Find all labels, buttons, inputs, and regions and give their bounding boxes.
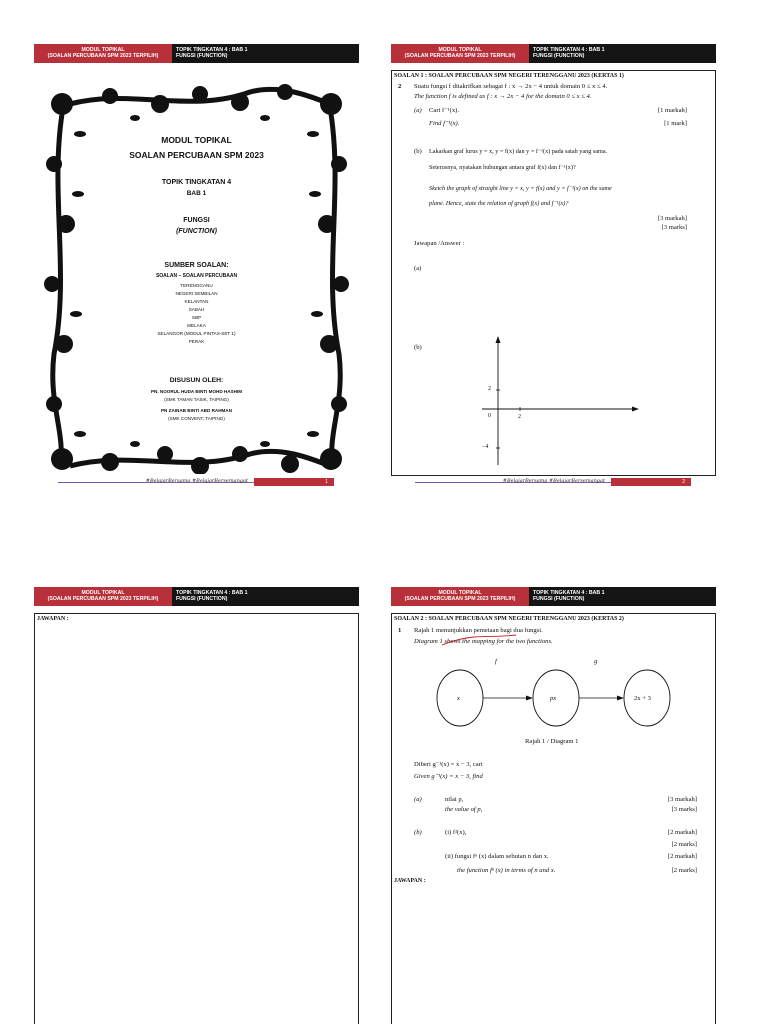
- header-left-line1: MODUL TOPIKAL: [438, 47, 482, 53]
- header-left-line2: (SOALAN PERCUBAAN SPM 2023 TERPILIH): [47, 596, 159, 602]
- part-b-english-1: Sketch the graph of straight line y = x, y = f(x) and y = f⁻¹(x) on the same: [429, 185, 612, 192]
- part-b-ii-mark-malay: [2 markah]: [667, 853, 697, 860]
- question-frame: [391, 70, 716, 476]
- cover-source-1: NEGERI SEMBILAN: [175, 291, 218, 296]
- arrow-label-f: f: [495, 658, 497, 665]
- stem-english: The function f is defined as f : x → 2x − 4 for the domain 0 ≤ x ≤ 4.: [414, 93, 592, 100]
- footer-signature: #BelajarBersama #BelajarBersemangat: [502, 478, 605, 484]
- header-right-line1: TOPIK TINGKATAN 4 : BAB 1: [533, 590, 605, 596]
- header-right: [172, 44, 359, 63]
- axis-y-tick-minus4: −4: [482, 444, 489, 450]
- part-b-english-2: plane. Hence, state the relation of graph f(x) and f⁻¹(x)?: [429, 200, 569, 207]
- axis-x-tick-2: 2: [518, 414, 521, 420]
- header-left-line2: (SOALAN PERCUBAAN SPM 2023 TERPILIH): [47, 53, 159, 59]
- header-left-line1: MODUL TOPIKAL: [438, 590, 482, 596]
- answer-label: Jawapan /Answer :: [414, 240, 465, 247]
- part-b-i-mark-malay: [2 markah]: [667, 829, 697, 836]
- header-left: [34, 587, 172, 606]
- header-left-line1: MODUL TOPIKAL: [81, 47, 125, 53]
- cover-author-2-school: (SMK CONVENT, TAIPING): [168, 416, 225, 421]
- page-4: [391, 587, 716, 1024]
- part-a-english: the value of p,: [445, 806, 483, 813]
- stem-malay: Suatu fungsi f ditakrifkan sebagai f : x → 2x − 4 untuk domain 0 ≤ x ≤ 4.: [414, 83, 608, 90]
- header-left-line1: MODUL TOPIKAL: [81, 590, 125, 596]
- cover-source-7: PERAK: [188, 339, 205, 344]
- header-right: [172, 587, 359, 606]
- node-codomain-g: 2x + 3: [634, 695, 651, 702]
- page-header: [391, 587, 716, 606]
- header-left: [391, 44, 529, 63]
- cover-subject-line2: (FUNCTION): [176, 228, 217, 235]
- blank-axes-diagram: [462, 333, 642, 473]
- given-malay: Diberi g⁻¹(x) = x − 3, cari: [414, 761, 483, 768]
- part-a-malay: Cari f⁻¹(x).: [429, 107, 459, 114]
- cover-source-4: SBP: [191, 315, 202, 320]
- cover-source-subheading: SOALAN – SOALAN PERCUBAAN: [155, 273, 238, 279]
- part-a-mark-english: [3 marks]: [671, 806, 697, 813]
- mapping-diagram: [402, 654, 702, 730]
- section-title: SOALAN 1 : SOALAN PERCUBAAN SPM NEGERI TERENGGANU 2023 (KERTAS 1): [394, 73, 624, 79]
- answer-b-label: (b): [414, 344, 422, 351]
- footer-signature: #BelajarBersama #BelajarBersemangat: [145, 478, 248, 484]
- node-codomain-f: px: [550, 695, 557, 702]
- cover-page: [40, 74, 353, 474]
- page-1: [34, 44, 359, 514]
- part-a-malay: nilai p,: [445, 796, 464, 803]
- part-a-mark-malay: [3 markah]: [667, 796, 697, 803]
- cover-source-3: SABAH: [188, 307, 205, 312]
- stem-english: Diagram 1 shows the mapping for the two functions.: [414, 638, 553, 645]
- cover-topic-line2: BAB 1: [186, 190, 207, 197]
- cover-title-line2: SOALAN PERCUBAAN SPM 2023: [129, 150, 264, 160]
- handwritten-underline-mark: [440, 633, 520, 647]
- header-right-line1: TOPIK TINGKATAN 4 : BAB 1: [533, 47, 605, 53]
- page-footer: [415, 479, 691, 489]
- header-right-line1: TOPIK TINGKATAN 4 : BAB 1: [176, 47, 248, 53]
- part-b-label: (b): [414, 829, 422, 836]
- part-a-mark-english: [1 mark]: [664, 120, 687, 127]
- header-left: [34, 44, 172, 63]
- header-right-line2: FUNGSI (FUNCTION): [176, 53, 228, 59]
- page-header: [391, 44, 716, 63]
- part-b-mark-english: [3 marks]: [661, 224, 687, 231]
- part-b-ii-malay: (ii) fungsi fⁿ (x) dalam sebutan n dan x.: [445, 853, 549, 860]
- section-title: SOALAN 2 : SOALAN PERCUBAAN SPM NEGERI TERENGGANU 2023 (KERTAS 2): [394, 616, 624, 622]
- axis-origin-label: 0: [488, 413, 491, 419]
- answer-frame: [34, 613, 359, 1024]
- part-a-mark-malay: [1 markah]: [657, 107, 687, 114]
- part-b-i: (i) f²(x),: [445, 829, 467, 836]
- header-right-line2: FUNGSI (FUNCTION): [533, 596, 585, 602]
- header-right-line1: TOPIK TINGKATAN 4 : BAB 1: [176, 590, 248, 596]
- given-english: Given g⁻¹(x) = x − 3, find: [414, 773, 483, 780]
- cover-source-6: SELANGOR (MODUL PINTAS-SET 1): [157, 331, 236, 336]
- header-left-line2: (SOALAN PERCUBAAN SPM 2023 TERPILIH): [404, 596, 516, 602]
- answer-label: JAWAPAN :: [394, 878, 426, 884]
- header-left: [391, 587, 529, 606]
- part-a-label: (a): [414, 796, 422, 803]
- page-3: [34, 587, 359, 1024]
- cover-author-1-school: (SMK TAMAN TASIK, TAIPING): [164, 397, 229, 402]
- arrow-label-g: g: [594, 658, 598, 665]
- part-a-label: (a): [414, 107, 422, 114]
- cover-source-5: MELAKA: [187, 323, 206, 328]
- cover-source-heading: SUMBER SOALAN:: [164, 262, 229, 269]
- node-domain: x: [457, 695, 460, 702]
- page-footer: [58, 479, 334, 489]
- cover-source-2: KELANTAN: [184, 299, 209, 304]
- question-number: 1: [398, 627, 402, 634]
- part-b-malay-1: Lakarkan graf lurus y = x, y = f(x) dan y = f⁻¹(x) pada satah yang sama.: [429, 148, 608, 155]
- part-b-i-mark-english: [2 marks]: [671, 841, 697, 848]
- question-number: 2: [398, 83, 402, 90]
- cover-author-1: PN. NOORUL HUDA BINTI MOHD HASHIM: [150, 389, 243, 394]
- page-number: 2: [611, 478, 691, 486]
- page-header: [34, 587, 359, 606]
- part-b-ii-english: the function fⁿ (x) in terms of n and x.: [457, 867, 556, 874]
- part-b-ii-mark-english: [2 marks]: [671, 867, 697, 874]
- answer-label: JAWAPAN :: [37, 616, 69, 622]
- part-b-label: (b): [414, 148, 422, 155]
- page-number: 1: [254, 478, 334, 486]
- header-right-line2: FUNGSI (FUNCTION): [533, 53, 585, 59]
- header-right: [529, 44, 716, 63]
- page-header: [34, 44, 359, 63]
- stem-malay: Rajah 1 menunjukkan pemetaan bagi dua fungsi.: [414, 627, 543, 634]
- cover-topic-line1: TOPIK TINGKATAN 4: [161, 179, 232, 186]
- header-right-line2: FUNGSI (FUNCTION): [176, 596, 228, 602]
- header-right: [529, 587, 716, 606]
- cover-subject-line1: FUNGSI: [183, 217, 210, 224]
- part-b-malay-2: Seterusnya, nyatakan hubungan antara graf f(x) dan f⁻¹(x)?: [429, 164, 576, 171]
- answer-a-label: (a): [414, 265, 422, 272]
- diagram-caption: Rajah 1 / Diagram 1: [525, 738, 579, 745]
- cover-author-2: PN ZAINAB BINTI ABD RAHMAN: [160, 408, 233, 413]
- part-a-english: Find f⁻¹(x).: [429, 120, 460, 127]
- cover-source-0: TERENGGANU: [180, 283, 213, 288]
- question-frame: [391, 613, 716, 1024]
- header-left-line2: (SOALAN PERCUBAAN SPM 2023 TERPILIH): [404, 53, 516, 59]
- part-b-mark-malay: [3 markah]: [657, 215, 687, 222]
- cover-title-line1: MODUL TOPIKAL: [161, 135, 232, 145]
- axis-y-tick-2: 2: [488, 386, 491, 392]
- page-2: [391, 44, 716, 514]
- cover-compiled-heading: DISUSUN OLEH:: [169, 377, 224, 384]
